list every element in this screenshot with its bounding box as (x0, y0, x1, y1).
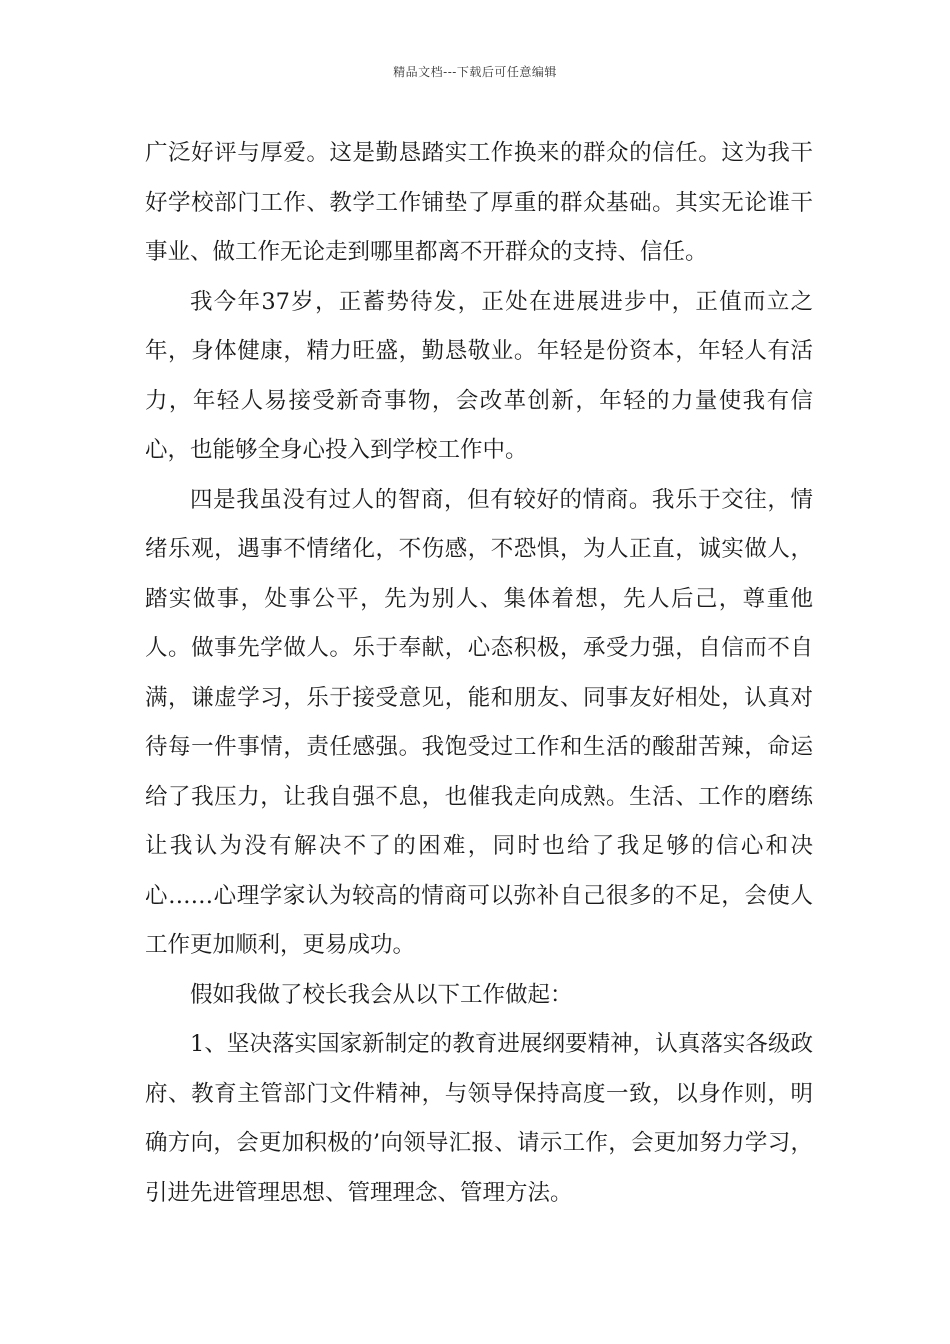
page-header: 精品文档---下载后可任意编辑 (393, 65, 557, 79)
document-body (145, 129, 813, 1218)
paragraph-2: 我今年37岁，正蓄势待发，正处在进展进步中，正值而立之年，身体健康，精力旺盛，勤恳敬业。年轻是份资本，年轻人有活力，年轻人易接受新奇事物，会改革创新，年轻的力量使我有信心，也能够全身心投入到学校工作中。 (145, 288, 813, 463)
paragraph-1: 广泛好评与厚爱。这是勤恳踏实工作换来的群众的信任。这为我干好学校部门工作、教学工作铺垫了厚重的群众基础。其实无论谁干事业、做工作无论走到哪里都离不开群众的支持、信任。 (145, 140, 813, 265)
paragraph-5: 1、坚决落实国家新制定的教育进展纲要精神，认真落实各级政府、教育主管部门文件精神，与领导保持高度一致，以身作则，明确方向，会更加积极的’向领导汇报、请示工作，会更加努力学习，引进先进管理思想、管理理念、管理方法。 (145, 1031, 813, 1206)
paragraph-4: 假如我做了校长我会从以下工作做起： (190, 981, 573, 1008)
paragraph-3: 四是我虽没有过人的智商，但有较好的情商。我乐于交往，情绪乐观，遇事不情绪化，不伤感，不恐惧，为人正直，诚实做人，踏实做事，处事公平，先为别人、集体着想，先人后己，尊重他人。做事先学做人。乐于奉献，心态积极，承受力强，自信而不自满，谦虚学习，乐于接受意见，能和朋友、同事友好相处，认真对待每一件事情，责任感强。我饱受过工作和生活的酸甜苦辣，命运给了我压力，让我自强不息，也催我走向成熟。生活、工作的磨练让我认为没有解决不了的困难，同时也给了我足够的信心和决心……心理学家认为较高的情商可以弥补自己很多的不足，会使人工作更加顺利，更易成功。 (145, 486, 813, 958)
